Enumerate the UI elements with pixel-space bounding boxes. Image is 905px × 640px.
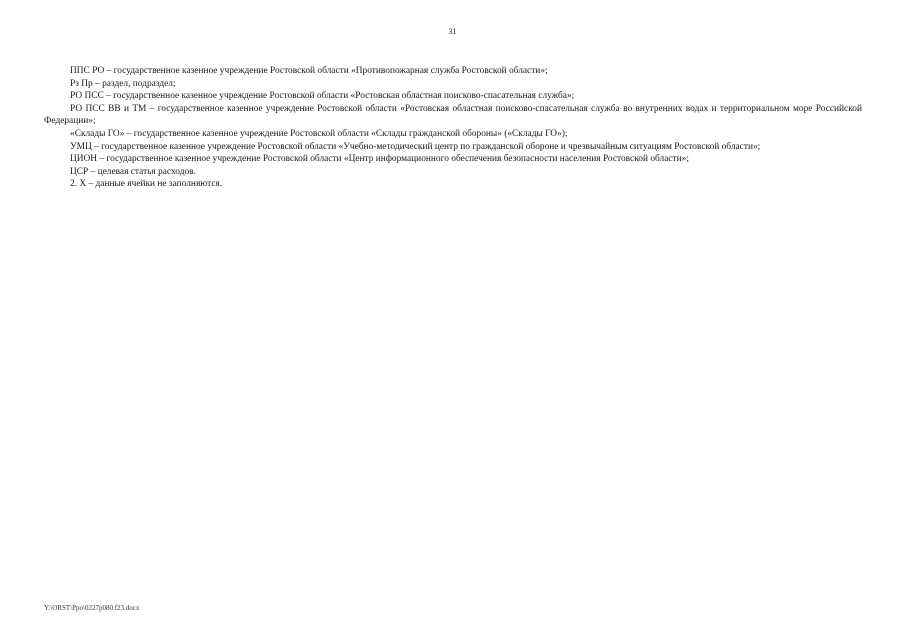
abbreviation-ro-pss: РО ПСС – государственное казенное учреждение Ростовской области «Ростовская областная поисково-спасательная служба»;: [70, 91, 575, 102]
abbreviation-rz-pr: Рз Пр – раздел, подраздел;: [70, 78, 176, 89]
note-2: 2. Х – данные ячейки не заполняются.: [70, 179, 223, 190]
abbreviation-csr: ЦСР – целевая статья расходов.: [70, 166, 196, 177]
footer-file-path: Y:\ORST\Ppo\0227p080.f23.docx: [44, 604, 140, 612]
page-number: 31: [448, 27, 457, 36]
abbreviation-cion: ЦИОН – государственное казенное учреждение Ростовской области «Центр информационного обеспечения безопасности населения Ростовской области»;: [70, 154, 689, 165]
abbreviation-sklady-go: «Склады ГО» – государственное казенное учреждение Ростовской области «Склады гражданской обороны» («Склады ГО»);: [70, 128, 568, 139]
abbreviation-umc: УМЦ – государственное казенное учреждение Ростовской области «Учебно-методический центр по гражданской обороне и чрезвычайным ситуациям Ростовской области»;: [70, 141, 761, 152]
document-body: [44, 65, 862, 191]
abbreviation-pps-ro: ППС РО – государственное казенное учреждение Ростовской области «Противопожарная служба Ростовской области»;: [70, 66, 548, 76]
abbreviation-ro-pss-vv-tm: РО ПСС ВВ и ТМ – государственное казенное учреждение Ростовской области «Ростовская областная поисково-спасательная служба во внутренних водах и территориальном море Российской Федерации»;: [44, 103, 862, 127]
